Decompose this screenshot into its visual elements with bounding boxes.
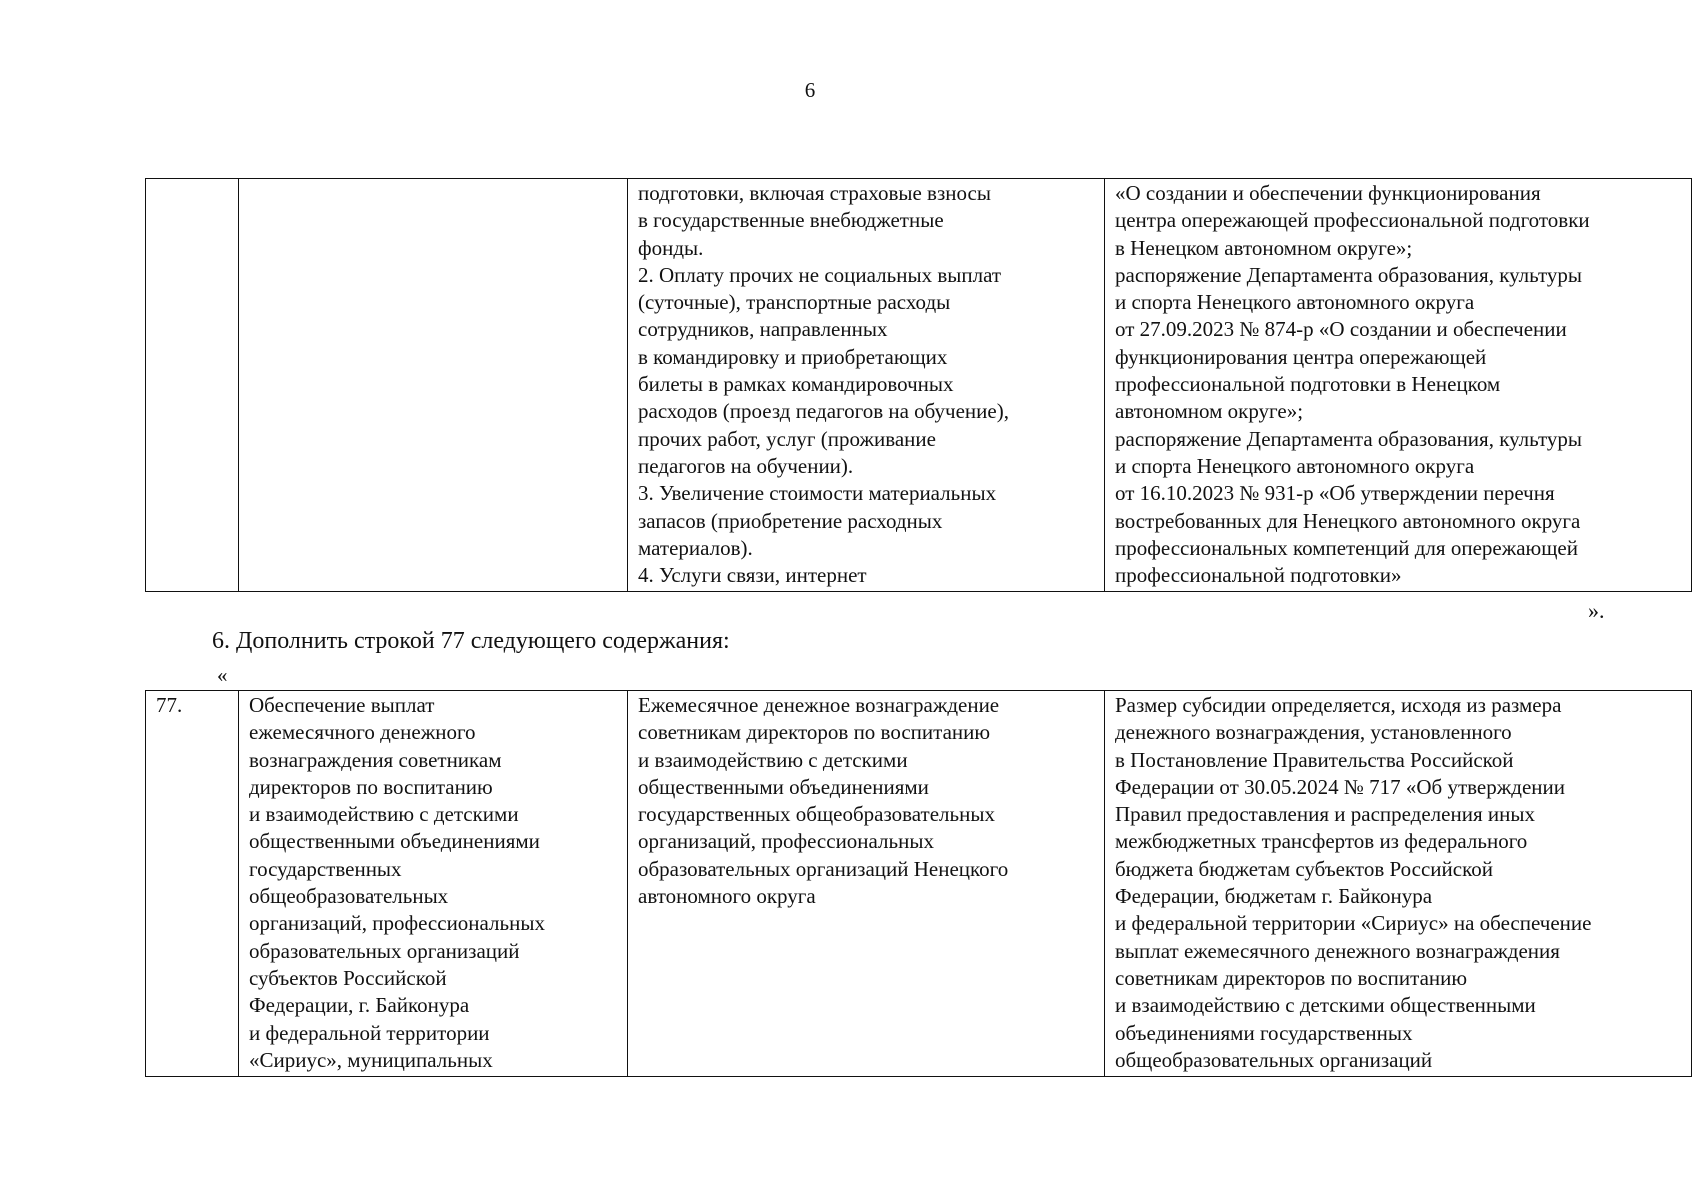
text-line: 3. Увеличение стоимости материальных — [638, 481, 997, 506]
text-line: субъектов Российской — [249, 965, 447, 990]
text-line: директоров по воспитанию — [249, 774, 493, 799]
table-cell-number — [146, 179, 239, 592]
text-line: Правил предоставления и распределения иных — [1115, 802, 1535, 827]
new-row-table — [145, 690, 1692, 1077]
text-line: материалов). — [638, 535, 753, 560]
table-row — [146, 179, 1692, 592]
text-line: в Ненецком автономном округе»; — [1115, 235, 1413, 260]
text-line: Федерации, г. Байконура — [249, 993, 470, 1018]
opening-quote: « — [217, 663, 228, 687]
text-line: от 16.10.2023 № 931-р «Об утверждении перечня — [1115, 481, 1555, 506]
text-line: распоряжение Департамента образования, культуры — [1115, 426, 1582, 451]
text-line: подготовки, включая страховые взносы — [638, 181, 991, 205]
text-line: межбюджетных трансфертов из федерального — [1115, 829, 1528, 854]
text-line: общеобразовательных — [249, 884, 449, 909]
text-line: государственных — [249, 856, 402, 881]
text-line: билеты в рамках командировочных — [638, 372, 954, 397]
text-line: в Постановление Правительства Российской — [1115, 747, 1514, 772]
text-line: прочих работ, услуг (проживание — [638, 426, 936, 451]
text-line: организаций, профессиональных — [249, 911, 545, 936]
text-line: денежного вознаграждения, установленного — [1115, 720, 1512, 745]
text-line: Обеспечение выплат — [249, 693, 435, 717]
table-cell-legal-basis — [1105, 179, 1692, 592]
text-line: Федерации от 30.05.2024 № 717 «Об утверждении — [1115, 774, 1565, 799]
table-cell-purpose — [239, 691, 628, 1077]
text-line: и федеральной территории «Сириус» на обеспечение — [1115, 911, 1592, 936]
text-line: государственных общеобразовательных — [638, 802, 995, 827]
table-cell-purpose — [239, 179, 628, 592]
text-line: в командировку и приобретающих — [638, 344, 948, 369]
text-line: педагогов на обучении). — [638, 453, 854, 478]
text-line: центра опережающей профессиональной подготовки — [1115, 208, 1590, 233]
text-line: общеобразовательных организаций — [1115, 1047, 1433, 1072]
text-line: общественными объединениями — [638, 774, 929, 799]
text-line: профессиональной подготовки в Ненецком — [1115, 372, 1501, 397]
table-row — [146, 691, 1692, 1077]
text-line: 2. Оплату прочих не социальных выплат — [638, 262, 1002, 287]
text-line: автономного округа — [638, 884, 816, 909]
text-line: фонды. — [638, 235, 704, 260]
text-line: и спорта Ненецкого автономного округа — [1115, 453, 1475, 478]
text-line: организаций, профессиональных — [638, 829, 934, 854]
text-line: профессиональной подготовки» — [1115, 563, 1402, 588]
table-cell-expenses — [628, 691, 1105, 1077]
text-line: Федерации, бюджетам г. Байконура — [1115, 884, 1433, 909]
text-line: вознаграждения советникам — [249, 747, 502, 772]
text-line: от 27.09.2023 № 874-р «О создании и обеспечении — [1115, 317, 1567, 342]
table-cell-number — [146, 691, 239, 1077]
text-line: Ежемесячное денежное вознаграждение — [638, 693, 1000, 717]
closing-quote: ». — [1588, 598, 1605, 623]
text-line: общественными объединениями — [249, 829, 540, 854]
amendment-instruction: 6. Дополнить строкой 77 следующего содержания: — [212, 628, 730, 654]
text-line: и взаимодействию с детскими общественными — [1115, 993, 1536, 1018]
text-line: сотрудников, направленных — [638, 317, 888, 342]
row-number: 77. — [156, 693, 183, 717]
text-line: автономном округе»; — [1115, 399, 1304, 424]
continued-table — [145, 178, 1692, 592]
text-line: профессиональных компетенций для опережающей — [1115, 535, 1578, 560]
text-line: и взаимодействию с детскими — [249, 802, 519, 827]
text-line: 4. Услуги связи, интернет — [638, 563, 867, 588]
text-line: объединениями государственных — [1115, 1020, 1413, 1045]
page-number: 6 — [804, 78, 816, 102]
text-line: (суточные), транспортные расходы — [638, 290, 951, 315]
text-line: расходов (проезд педагогов на обучение), — [638, 399, 1009, 424]
text-line: «Сириус», муниципальных — [249, 1047, 493, 1072]
text-line: и спорта Ненецкого автономного округа — [1115, 290, 1475, 315]
text-line: бюджета бюджетам субъектов Российской — [1115, 856, 1493, 881]
text-line: запасов (приобретение расходных — [638, 508, 943, 533]
text-line: образовательных организаций — [249, 938, 520, 963]
text-line: «О создании и обеспечении функционирования — [1115, 181, 1541, 205]
text-line: советникам директоров по воспитанию — [1115, 965, 1468, 990]
text-line: Размер субсидии определяется, исходя из размера — [1115, 693, 1562, 717]
text-line: и взаимодействию с детскими — [638, 747, 908, 772]
text-line: функционирования центра опережающей — [1115, 344, 1487, 369]
text-line: выплат ежемесячного денежного вознаграждения — [1115, 938, 1560, 963]
text-line: образовательных организаций Ненецкого — [638, 856, 1009, 881]
text-line: и федеральной территории — [249, 1020, 490, 1045]
table-cell-expenses — [628, 179, 1105, 592]
text-line: советникам директоров по воспитанию — [638, 720, 991, 745]
text-line: востребованных для Ненецкого автономного округа — [1115, 508, 1581, 533]
text-line: ежемесячного денежного — [249, 720, 476, 745]
text-line: распоряжение Департамента образования, культуры — [1115, 262, 1582, 287]
table-cell-legal-basis — [1105, 691, 1692, 1077]
text-line: в государственные внебюджетные — [638, 208, 944, 233]
